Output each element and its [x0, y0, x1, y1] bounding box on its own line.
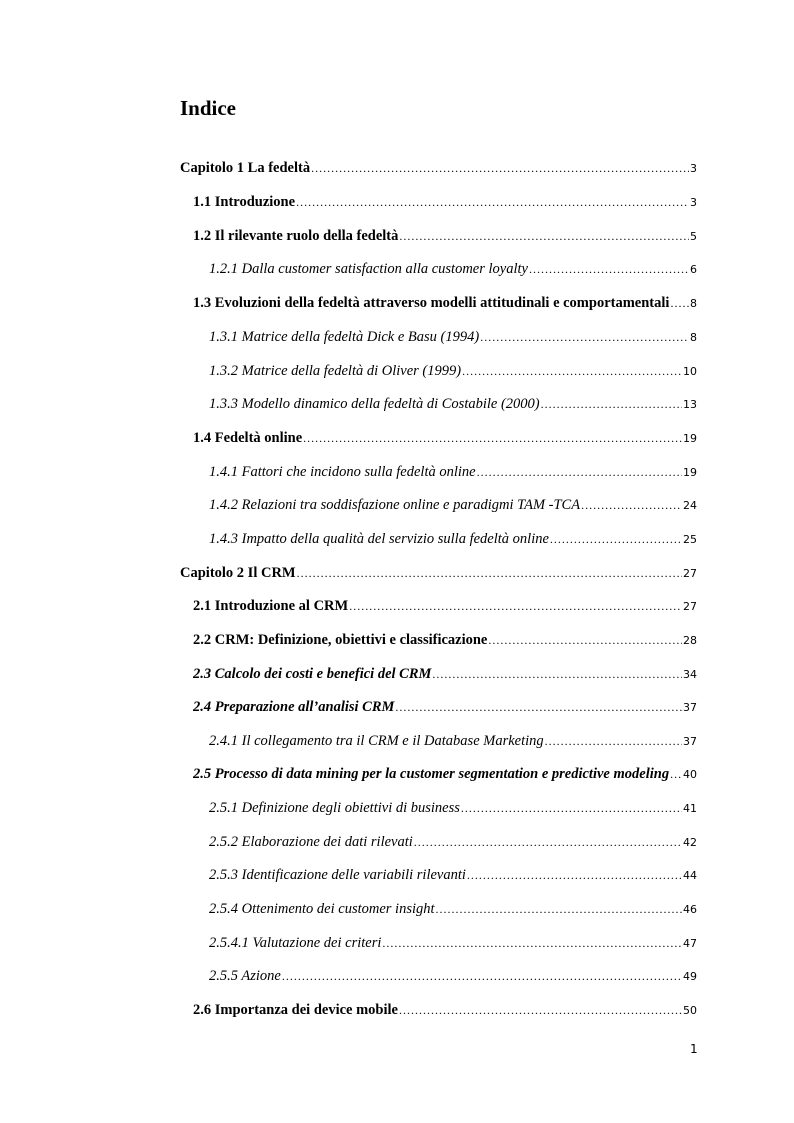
toc-entry-2-5[interactable] [193, 765, 697, 784]
toc-entry-title: 2.5.5 Azione [209, 968, 281, 984]
toc-dot-leader [529, 260, 689, 278]
toc-entry-title: 1.4 Fedeltà online [193, 430, 303, 446]
toc-entry-2-5-1[interactable] [209, 799, 697, 818]
toc-entry-page: 25 [683, 533, 697, 546]
toc-dot-leader [349, 597, 682, 615]
toc-dot-leader [670, 765, 682, 783]
toc-entry-1-2-1[interactable] [209, 260, 697, 279]
toc-entry-title: Capitolo 1 La fedeltà [180, 160, 311, 176]
toc-dot-leader [414, 833, 682, 851]
toc-entry-page: 34 [683, 668, 697, 681]
toc-entry-2-4[interactable] [193, 698, 697, 717]
toc-entry-1-3-2[interactable] [209, 362, 697, 381]
toc-dot-leader [670, 294, 689, 312]
toc-entry-1-3-3[interactable] [209, 395, 697, 414]
toc-entry-title: 2.5.1 Definizione degli obiettivi di business [209, 800, 460, 816]
toc-entry-chapter-1[interactable] [180, 159, 697, 178]
toc-entry-title: 2.2 CRM: Definizione, obiettivi e classificazione [193, 632, 488, 648]
toc-dot-leader [467, 866, 682, 884]
toc-entry-2-5-3[interactable] [209, 866, 697, 885]
toc-dot-leader [480, 328, 689, 346]
toc-entry-page: 46 [683, 903, 697, 916]
toc-entry-page: 44 [683, 869, 697, 882]
page-number: 1 [690, 1042, 698, 1056]
toc-dot-leader [382, 934, 682, 952]
toc-dot-leader [436, 900, 682, 918]
toc-dot-leader [297, 564, 682, 582]
toc-entry-title: 1.3.1 Matrice della fedeltà Dick e Basu (1994) [209, 329, 480, 345]
toc-entry-title: 2.4.1 Il collegamento tra il CRM e il Database Marketing [209, 733, 544, 749]
toc-entry-page: 8 [690, 331, 697, 344]
toc-entry-1-3-1[interactable] [209, 328, 697, 347]
toc-entry-title: 2.4 Preparazione all’analisi CRM [193, 699, 395, 715]
toc-entry-title: 1.4.3 Impatto della qualità del servizio sulla fedeltà online [209, 531, 549, 547]
toc-entry-2-2[interactable] [193, 631, 697, 650]
toc-entry-title: 2.5.3 Identificazione delle variabili rilevanti [209, 867, 466, 883]
toc-dot-leader [550, 530, 682, 548]
toc-entry-page: 37 [683, 735, 697, 748]
toc-entry-page: 27 [683, 600, 697, 613]
toc-dot-leader [461, 799, 682, 817]
toc-dot-leader [581, 496, 682, 514]
toc-entry-page: 27 [683, 567, 697, 580]
toc-entry-2-5-4[interactable] [209, 900, 697, 919]
toc-entry-page: 47 [683, 937, 697, 950]
toc-entry-page: 3 [690, 162, 697, 175]
toc-dot-leader [303, 429, 682, 447]
toc-dot-leader [477, 463, 682, 481]
toc-dot-leader [488, 631, 682, 649]
toc-entry-title: 1.4.2 Relazioni tra soddisfazione online e paradigmi TAM -TCA [209, 497, 581, 513]
toc-entry-page: 6 [690, 263, 697, 276]
toc-dot-leader [296, 193, 689, 211]
toc-entry-page: 19 [683, 432, 697, 445]
toc-entry-title: 1.2 Il rilevante ruolo della fedeltà [193, 228, 399, 244]
toc-entry-page: 5 [690, 230, 697, 243]
toc-dot-leader [432, 665, 682, 683]
toc-entry-page: 42 [683, 836, 697, 849]
toc-entry-title: Capitolo 2 Il CRM [180, 565, 296, 581]
toc-entry-1-4[interactable] [193, 429, 697, 448]
toc-entry-title: 1.4.1 Fattori che incidono sulla fedeltà online [209, 464, 476, 480]
toc-entry-page: 19 [683, 466, 697, 479]
toc-entry-title: 1.2.1 Dalla customer satisfaction alla customer loyalty [209, 261, 528, 277]
toc-entry-2-1[interactable] [193, 597, 697, 616]
page-title: Indice [180, 96, 237, 120]
toc-entry-2-5-4-1[interactable] [209, 934, 697, 953]
toc-entry-page: 10 [683, 365, 697, 378]
toc-entry-2-5-5[interactable] [209, 967, 697, 986]
toc-entry-1-4-2[interactable] [209, 496, 697, 515]
toc-entry-2-5-2[interactable] [209, 833, 697, 852]
toc-dot-leader [399, 1001, 682, 1019]
toc-entry-page: 49 [683, 970, 697, 983]
toc-entry-title: 2.5.4 Ottenimento dei customer insight [209, 901, 435, 917]
toc-entry-title: 2.6 Importanza dei device mobile [193, 1002, 398, 1018]
toc-entry-page: 28 [683, 634, 697, 647]
toc-entry-page: 3 [690, 196, 697, 209]
toc-entry-page: 24 [683, 499, 697, 512]
toc-entry-1-2[interactable] [193, 227, 697, 246]
toc-dot-leader [545, 732, 682, 750]
toc-entry-page: 41 [683, 802, 697, 815]
toc-dot-leader [541, 395, 682, 413]
toc-entry-title: 1.1 Introduzione [193, 194, 296, 210]
toc-dot-leader [399, 227, 689, 245]
toc-entry-1-4-1[interactable] [209, 463, 697, 482]
toc-entry-page: 37 [683, 701, 697, 714]
toc-entry-1-4-3[interactable] [209, 530, 697, 549]
toc-entry-title: 2.5 Processo di data mining per la customer segmentation e predictive modeling [193, 766, 670, 782]
toc-entry-page: 8 [690, 297, 697, 310]
toc-entry-1-1[interactable] [193, 193, 697, 212]
toc-entry-2-4-1[interactable] [209, 732, 697, 751]
toc-dot-leader [395, 698, 682, 716]
toc-entry-title: 2.5.2 Elaborazione dei dati rilevati [209, 834, 413, 850]
toc-entry-2-3[interactable] [193, 665, 697, 684]
toc-entry-2-6[interactable] [193, 1001, 697, 1020]
toc-entry-title: 2.3 Calcolo dei costi e benefici del CRM [193, 666, 432, 682]
toc-entry-page: 50 [683, 1004, 697, 1017]
toc-entry-title: 1.3.2 Matrice della fedeltà di Oliver (1999) [209, 363, 462, 379]
toc-dot-leader [311, 159, 689, 177]
toc-dot-leader [282, 967, 682, 985]
toc-dot-leader [462, 362, 682, 380]
toc-entry-page: 40 [683, 768, 697, 781]
toc-entry-title: 1.3 Evoluzioni della fedeltà attraverso modelli attitudinali e comportamentali [193, 295, 670, 311]
toc-entry-title: 2.5.4.1 Valutazione dei criteri [209, 935, 382, 951]
toc-entry-title: 2.1 Introduzione al CRM [193, 598, 349, 614]
toc-entry-1-3[interactable] [193, 294, 697, 313]
toc-entry-page: 13 [683, 398, 697, 411]
toc-entry-title: 1.3.3 Modello dinamico della fedeltà di Costabile (2000) [209, 396, 540, 412]
toc-entry-chapter-2[interactable] [180, 564, 697, 583]
